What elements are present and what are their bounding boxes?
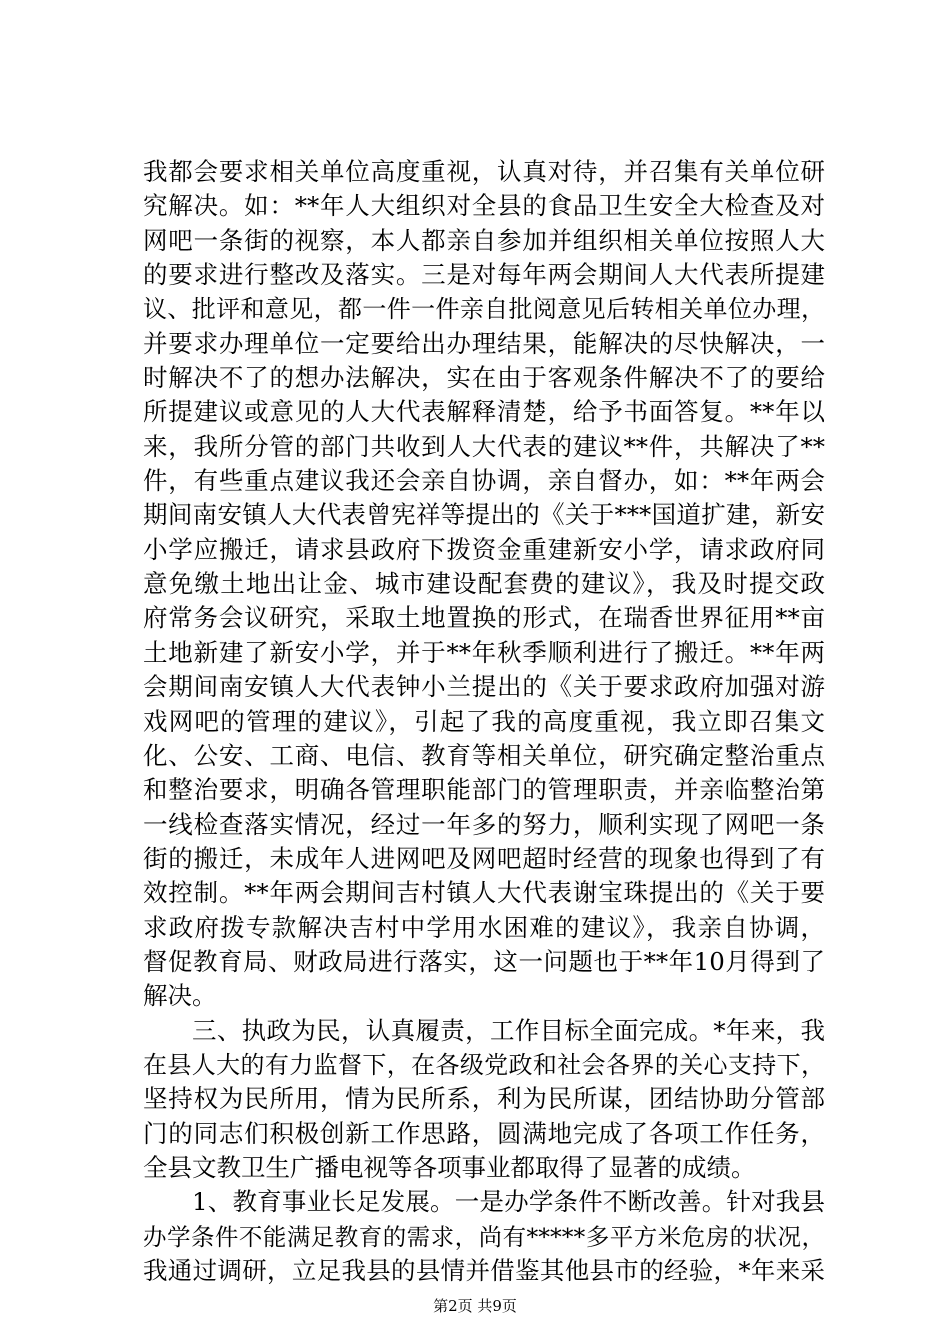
text-line: 办学条件不能满足教育的需求，尚有*****多平方米危房的状况， [143, 1222, 825, 1251]
text-line: 化、公安、工商、电信、教育等相关单位，研究确定整治重点 [143, 740, 825, 770]
text-line: 一线检查落实情况，经过一年多的努力，顺利实现了网吧一条 [143, 809, 825, 839]
text-line: 我通过调研，立足我县的县情并借鉴其他县市的经验，*年来采 [143, 1256, 825, 1285]
text-line: 期间南安镇人大代表曾宪祥等提出的《关于***国道扩建，新安 [143, 500, 825, 530]
body-text [143, 155, 825, 1288]
text-line: 的要求进行整改及落实。三是对每年两会期间人大代表所提建 [143, 260, 825, 290]
text-line: 所提建议或意见的人大代表解释清楚，给予书面答复。**年以 [143, 397, 825, 427]
text-line: 小学应搬迁，请求县政府下拨资金重建新安小学，请求政府同 [143, 534, 825, 564]
text-line: 意免缴土地出让金、城市建设配套费的建议》，我及时提交政 [143, 569, 825, 599]
text-line: 并要求办理单位一定要给出办理结果，能解决的尽快解决，一 [143, 328, 825, 358]
text-line: 时解决不了的想办法解决，实在由于客观条件解决不了的要给 [143, 363, 825, 393]
text-line: 土地新建了新安小学，并于**年秋季顺利进行了搬迁。**年两 [143, 637, 825, 667]
text-line: 件，有些重点建议我还会亲自协调，亲自督办，如：**年两会 [143, 466, 825, 496]
text-line: 和整治要求，明确各管理职能部门的管理职责，并亲临整治第 [143, 775, 825, 805]
text-line: 坚持权为民所用，情为民所系，利为民所谋，团结协助分管部 [143, 1084, 825, 1114]
text-line: 全县文教卫生广播电视等各项事业都取得了显著的成绩。 [143, 1152, 756, 1182]
text-line: 街的搬迁，未成年人进网吧及网吧超时经营的现象也得到了有 [143, 843, 825, 873]
text-line: 戏网吧的管理的建议》，引起了我的高度重视，我立即召集文 [143, 706, 825, 736]
text-line: 解决。 [143, 981, 217, 1011]
text-line: 1、教育事业长足发展。一是办学条件不断改善。针对我县 [192, 1187, 825, 1217]
text-line: 门的同志们积极创新工作思路，圆满地完成了各项工作任务， [143, 1118, 825, 1148]
text-line: 在县人大的有力监督下，在各级党政和社会各界的关心支持下， [143, 1050, 825, 1079]
text-line: 来，我所分管的部门共收到人大代表的建议**件，共解决了** [143, 431, 825, 461]
text-line: 府常务会议研究，采取土地置换的形式，在瑞香世界征用**亩 [143, 603, 825, 633]
page-footer: 第2页 共9页 [433, 1297, 517, 1315]
text-line: 议、批评和意见，都一件一件亲自批阅意见后转相关单位办理， [143, 295, 825, 324]
text-line: 督促教育局、财政局进行落实，这一问题也于**年10月得到了 [143, 946, 825, 976]
text-line: 效控制。**年两会期间吉村镇人大代表谢宝珠提出的《关于要 [143, 878, 825, 908]
text-line: 网吧一条街的视察，本人都亲自参加并组织相关单位按照人大 [143, 225, 825, 255]
text-line: 我都会要求相关单位高度重视，认真对待，并召集有关单位研 [143, 157, 825, 186]
text-line: 究解决。如：**年人大组织对全县的食品卫生安全大检查及对 [143, 191, 825, 221]
text-line: 求政府拨专款解决吉村中学用水困难的建议》，我亲自协调， [143, 912, 825, 942]
text-line: 会期间南安镇人大代表钟小兰提出的《关于要求政府加强对游 [143, 672, 825, 702]
text-line: 三、执政为民，认真履责，工作目标全面完成。*年来，我 [192, 1015, 825, 1045]
